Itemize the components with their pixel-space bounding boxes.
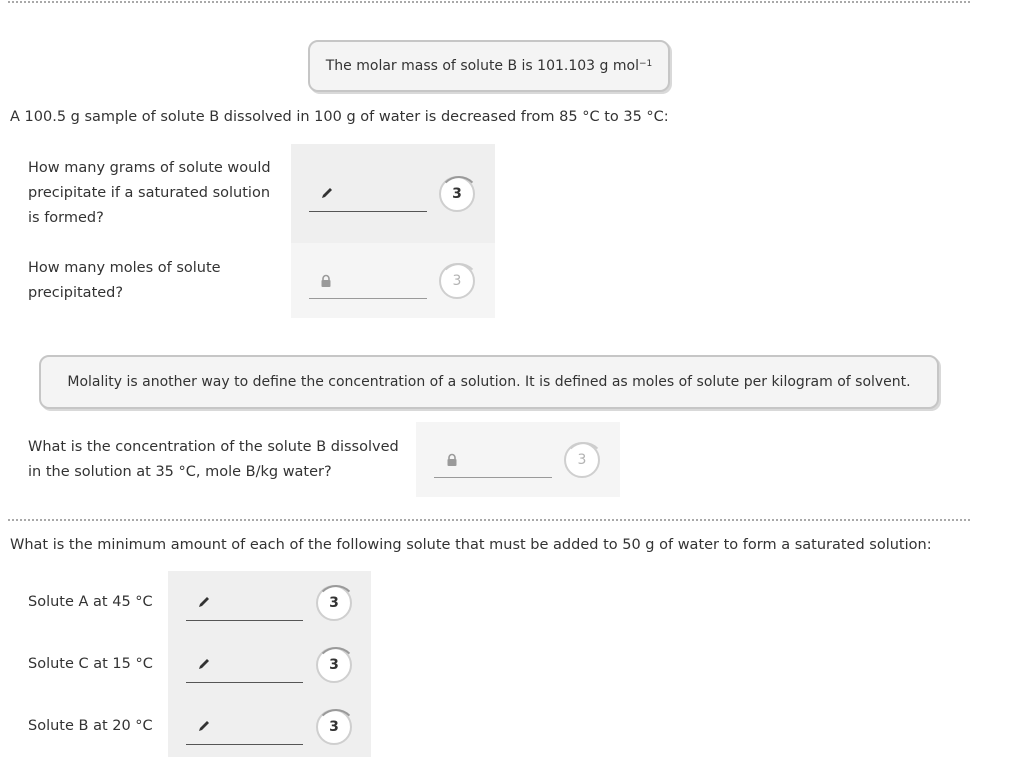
answer-input-moles[interactable] <box>309 298 427 299</box>
points-badge-solute-a: 3 <box>316 585 352 621</box>
solute-b-label: Solute B at 20 °C <box>28 718 153 734</box>
question-moles-precipitated: How many moles of solute precipitated? <box>28 260 221 301</box>
pencil-icon[interactable] <box>197 657 211 671</box>
question-molality: What is the concentration of the solute B dissolved in the solution at 35 °C, mole B/kg water? <box>28 439 399 480</box>
molality-note <box>39 355 939 409</box>
answer-input-solute-a[interactable] <box>186 620 303 621</box>
top-divider <box>8 1 970 3</box>
molar-mass-text: The molar mass of solute B is 101.103 g mol <box>325 58 639 74</box>
points-badge-solute-c: 3 <box>316 647 352 683</box>
lock-icon <box>445 453 459 467</box>
answer-panel-moles <box>291 243 495 318</box>
pencil-icon[interactable] <box>197 595 211 609</box>
answer-input-molality[interactable] <box>434 477 552 478</box>
points-badge-moles: 3 <box>439 263 475 299</box>
answer-panel-solute-a <box>168 571 371 633</box>
pencil-icon[interactable] <box>320 186 334 200</box>
solute-c-label: Solute C at 15 °C <box>28 656 153 672</box>
answer-panel-grams <box>291 144 495 243</box>
molar-mass-exponent: −1 <box>638 59 653 69</box>
solute-a-label: Solute A at 45 °C <box>28 594 153 610</box>
question-grams-precipitate: How many grams of solute would precipitate if a saturated solution is formed? <box>28 160 271 226</box>
pencil-icon[interactable] <box>197 719 211 733</box>
section-divider <box>8 519 970 521</box>
answer-input-grams[interactable] <box>309 211 427 212</box>
molar-mass-note <box>308 40 670 92</box>
answer-panel-solute-c <box>168 633 371 695</box>
answer-input-solute-b[interactable] <box>186 744 303 745</box>
answer-input-solute-c[interactable] <box>186 682 303 683</box>
answer-panel-solute-b <box>168 695 371 757</box>
points-badge-molality: 3 <box>564 442 600 478</box>
answer-panel-molality <box>416 422 620 497</box>
molality-note-text: Molality is another way to define the concentration of a solution. It is defined as moles of solute per kilogram of solvent. <box>67 374 911 390</box>
problem-statement: A 100.5 g sample of solute B dissolved in 100 g of water is decreased from 85 °C to 35 °C: <box>10 109 669 125</box>
min-amount-statement: What is the minimum amount of each of the following solute that must be added to 50 g of water to form a saturated solution: <box>10 537 932 553</box>
points-badge-solute-b: 3 <box>316 709 352 745</box>
points-badge-grams: 3 <box>439 176 475 212</box>
lock-icon <box>319 274 333 288</box>
